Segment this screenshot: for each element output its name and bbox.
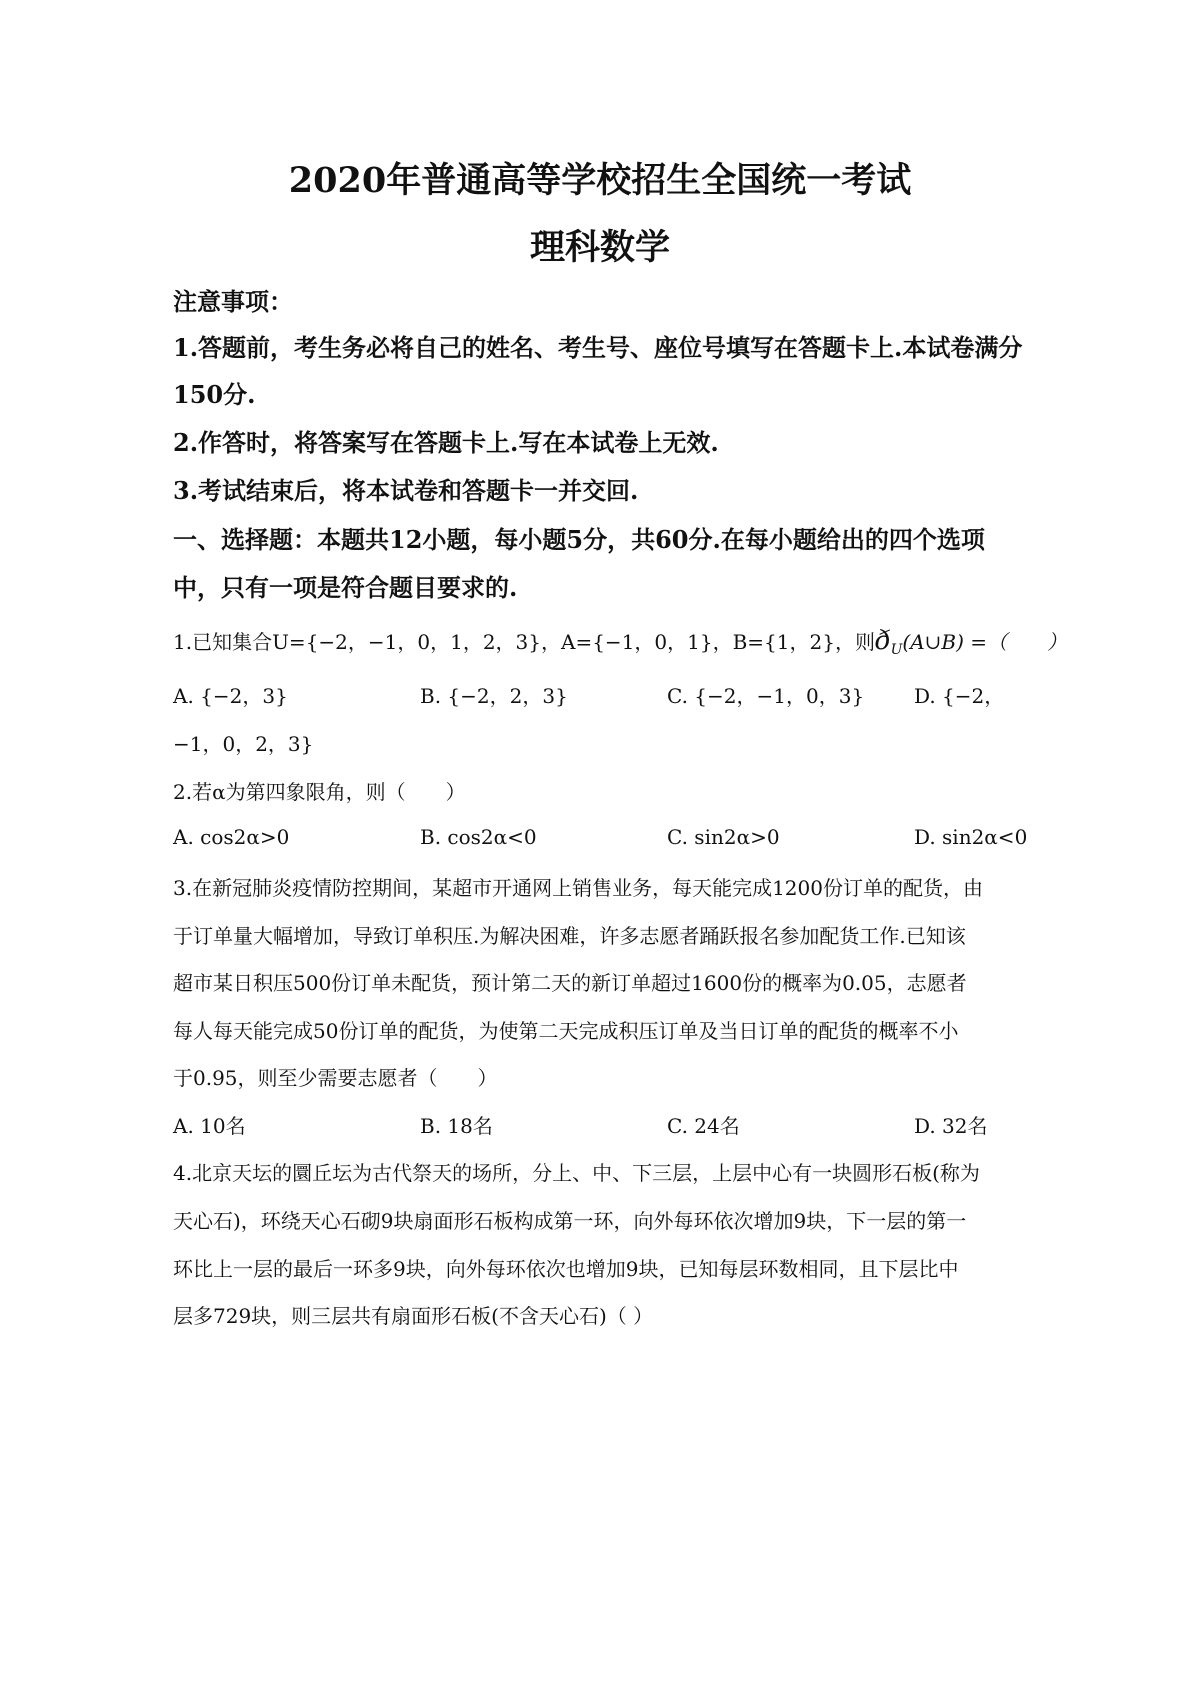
complement-subscript: U xyxy=(890,642,903,658)
question-2: 2.若α为第四象限角，则（ ） xyxy=(173,780,466,804)
q2-option-a: A. cos2α>0 xyxy=(173,825,290,849)
question-1 xyxy=(173,626,1067,658)
question-1-stem: 1.已知集合U={−2，−1，0，1，2，3}，A={−1，0，1}，B={1，2}，则 xyxy=(173,630,875,654)
question-3-line-3: 超市某日积压500份订单未配货，预计第二天的新订单超过1600份的概率为0.05，志愿者 xyxy=(173,971,967,995)
q3-option-b: B. 18名 xyxy=(420,1114,493,1138)
question-3-line-5: 于0.95，则至少需要志愿者（ ） xyxy=(173,1066,498,1090)
question-1-expr: (A∪B) =（ ） xyxy=(902,630,1068,654)
q2-option-d: D. sin2α<0 xyxy=(914,825,1028,849)
notice-heading: 注意事项： xyxy=(173,287,293,316)
question-4-line-2: 天心石)，环绕天心石砌9块扇面形石板构成第一环，向外每环依次增加9块，下一层的第一 xyxy=(173,1209,967,1233)
section-heading-cont: 中，只有一项是符合题目要求的. xyxy=(173,573,518,602)
q1-option-c: C. {−2，−1，0，3} xyxy=(667,684,865,708)
question-4-line-1: 4.北京天坛的圜丘坛为古代祭天的场所，分上、中、下三层，上层中心有一块圆形石板(称为 xyxy=(173,1161,980,1185)
question-4-line-4: 层多729块，则三层共有扇面形石板(不含天心石)（ ） xyxy=(173,1304,654,1328)
q3-option-d: D. 32名 xyxy=(914,1114,988,1138)
question-3-line-1: 3.在新冠肺炎疫情防控期间，某超市开通网上销售业务，每天能完成1200份订单的配货，由 xyxy=(173,876,983,900)
q2-option-c: C. sin2α>0 xyxy=(667,825,780,849)
question-3-line-4: 每人每天能完成50份订单的配货，为使第二天完成积压订单及当日订单的配货的概率不小 xyxy=(173,1019,959,1043)
complement-symbol: ð xyxy=(874,626,891,656)
q2-option-b: B. cos2α<0 xyxy=(420,825,537,849)
notice-3: 3.考试结束后，将本试卷和答题卡一并交回. xyxy=(173,476,639,505)
section-heading: 一、选择题：本题共12小题，每小题5分，共60分.在每小题给出的四个选项 xyxy=(173,525,985,554)
notice-2: 2.作答时，将答案写在答题卡上.写在本试卷上无效. xyxy=(173,428,719,457)
q1-option-a: A. {−2，3} xyxy=(173,684,288,708)
notice-1: 1.答题前，考生务必将自己的姓名、考生号、座位号填写在答题卡上.本试卷满分 xyxy=(173,333,1023,362)
notice-1-cont: 150分. xyxy=(173,380,256,409)
q1-option-d: D. {−2， xyxy=(914,684,1005,708)
exam-subtitle: 理科数学 xyxy=(529,227,670,268)
q1-option-d-cont: −1，0，2，3} xyxy=(173,732,314,756)
question-3-line-2: 于订单量大幅增加，导致订单积压.为解决困难，许多志愿者踊跃报名参加配货工作.已知该 xyxy=(173,924,966,948)
q3-option-a: A. 10名 xyxy=(173,1114,246,1138)
q1-option-b: B. {−2，2，3} xyxy=(420,684,568,708)
question-4-line-3: 环比上一层的最后一环多9块，向外每环依次也增加9块，已知每层环数相同，且下层比中 xyxy=(173,1257,959,1281)
q3-option-c: C. 24名 xyxy=(667,1114,740,1138)
exam-title: 2020年普通高等学校招生全国统一考试 xyxy=(288,160,912,201)
